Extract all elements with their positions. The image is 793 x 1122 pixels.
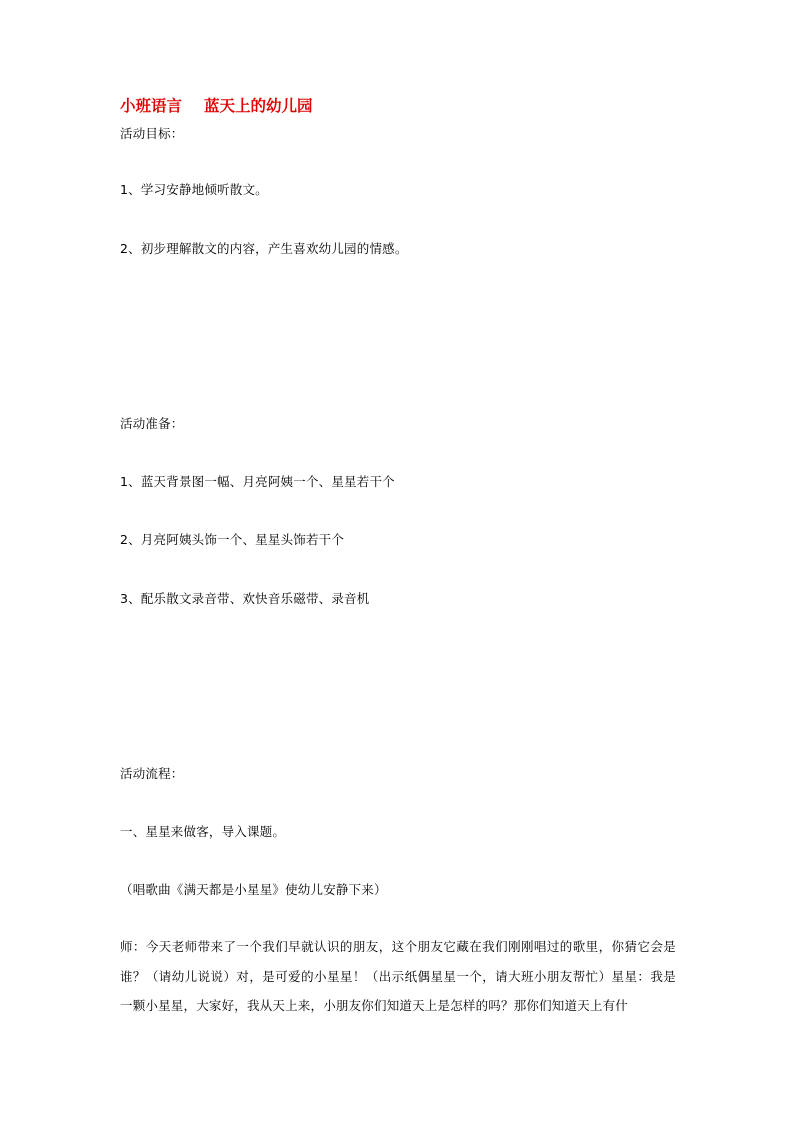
preparation-item-2: 2、月亮阿姨头饰一个、星星头饰若干个 bbox=[120, 532, 345, 547]
teacher-dialogue-paragraph: 师：今天老师带来了一个我们早就认识的朋友，这个朋友它藏在我们刚刚唱过的歌里，你猜它会是谁？（请幼儿说说）对，是可爱的小星星！（出示纸偶星星一个，请大班小朋友帮忙）星星：我是一颗小星星，大家好，我从天上来，小朋友你们知道天上是怎样的吗？那你们知道天上有什 bbox=[120, 939, 676, 1013]
goal-item-1: 1、学习安静地倾听散文。 bbox=[120, 182, 268, 197]
preparation-item-3: 3、配乐散文录音带、欢快音乐磁带、录音机 bbox=[120, 591, 370, 606]
preparation-item-1: 1、蓝天背景图一幅、月亮阿姨一个、星星若干个 bbox=[120, 474, 395, 489]
goals-heading: 活动目标： bbox=[120, 126, 184, 141]
title-topic: 蓝天上的幼儿园 bbox=[204, 96, 313, 115]
title-subject: 小班语言 bbox=[120, 96, 183, 115]
document-title bbox=[120, 96, 313, 116]
song-note: （唱歌曲《满天都是小星星》使幼儿安静下来） bbox=[120, 882, 387, 897]
preparation-heading: 活动准备： bbox=[120, 416, 184, 431]
goal-item-2: 2、初步理解散文的内容，产生喜欢幼儿园的情感。 bbox=[120, 241, 408, 256]
process-step-1: 一、星星来做客，导入课题。 bbox=[120, 824, 286, 839]
process-heading: 活动流程： bbox=[120, 766, 184, 781]
